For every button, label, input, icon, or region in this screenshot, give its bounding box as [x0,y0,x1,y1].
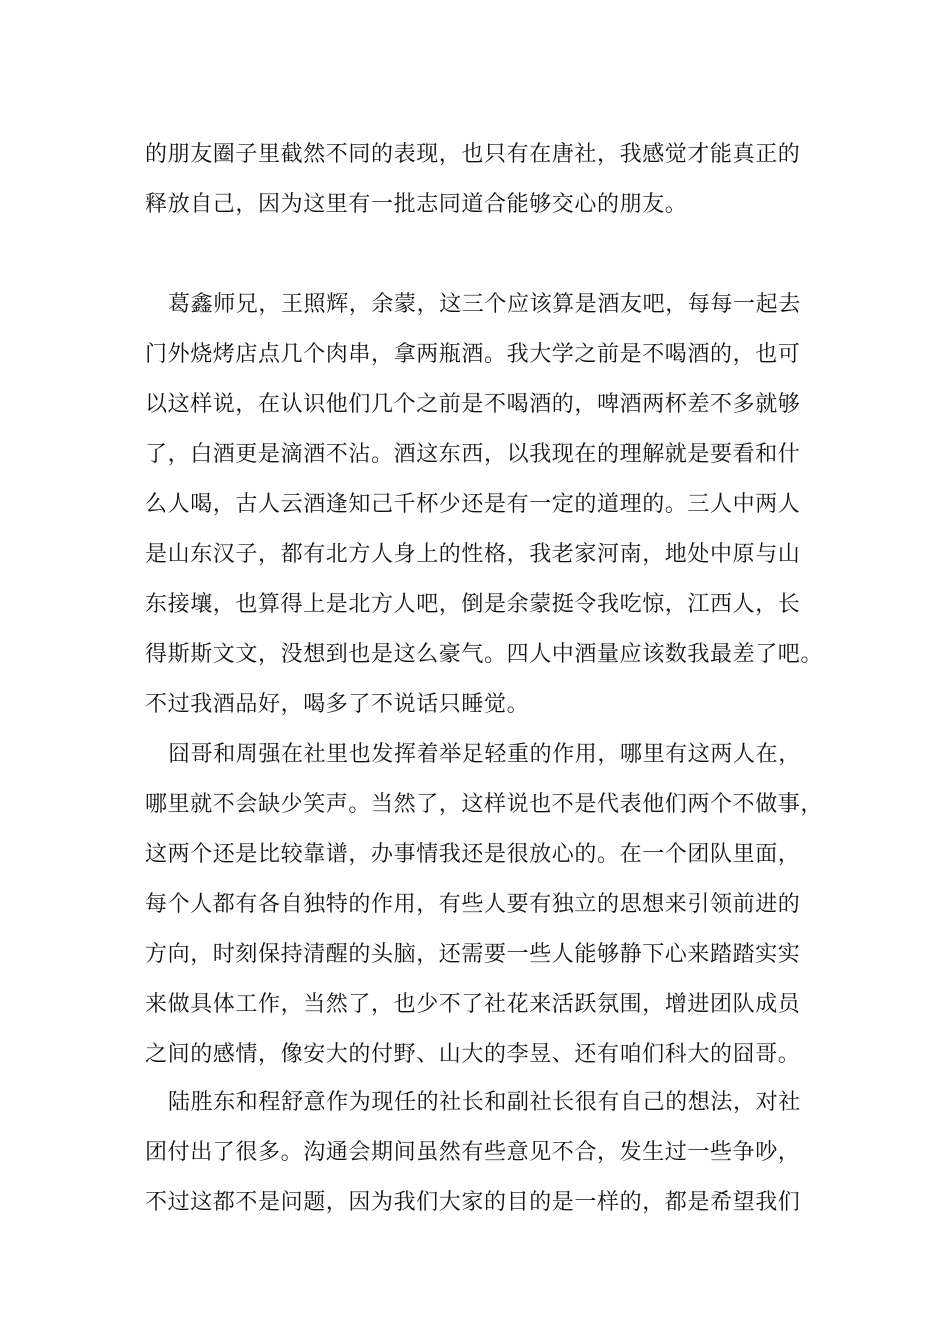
text-line: 每个人都有各自独特的作用，有些人要有独立的思想来引领前进的 [145,892,801,917]
text-line: 哪里就不会缺少笑声。当然了，这样说也不是代表他们两个不做事， [145,792,824,817]
text-line: 了，白酒更是滴酒不沾。酒这东西，以我现在的理解就是要看和什 [145,442,801,467]
text-line: 团付出了很多。沟通会期间虽然有些意见不合，发生过一些争吵， [145,1140,801,1165]
text-line: 之间的感情，像安大的付野、山大的李昱、还有咱们科大的囧哥。 [145,1042,801,1067]
text-line: 东接壤，也算得上是北方人吧，倒是余蒙挺令我吃惊，江西人，长 [145,592,801,617]
text-line: 释放自己，因为这里有一批志同道合能够交心的朋友。 [145,192,688,217]
text-line: 来做具体工作，当然了，也少不了社花来活跃氛围，增进团队成员 [145,992,801,1017]
text-line: 这两个还是比较靠谱，办事情我还是很放心的。在一个团队里面， [145,842,801,867]
text-line: 以这样说，在认识他们几个之前是不喝酒的，啤酒两杯差不多就够 [145,392,801,417]
text-line: 陆胜东和程舒意作为现任的社长和副社长很有自己的想法，对社 [168,1090,801,1115]
text-line: 得斯斯文文，没想到也是这么豪气。四人中酒量应该数我最差了吧。 [145,642,824,667]
text-line: 是山东汉子，都有北方人身上的性格，我老家河南，地处中原与山 [145,542,801,567]
text-line: 门外烧烤店点几个肉串，拿两瓶酒。我大学之前是不喝酒的，也可 [145,342,801,367]
text-line: 不过这都不是问题，因为我们大家的目的是一样的，都是希望我们 [145,1190,801,1215]
text-line: 囧哥和周强在社里也发挥着举足轻重的作用，哪里有这两人在， [168,742,801,767]
text-line: 么人喝，古人云酒逢知己千杯少还是有一定的道理的。三人中两人 [145,492,801,517]
text-line: 方向，时刻保持清醒的头脑，还需要一些人能够静下心来踏踏实实 [145,942,801,967]
text-line: 葛鑫师兄，王照辉，余蒙，这三个应该算是酒友吧，每每一起去 [168,292,801,317]
text-line: 不过我酒品好，喝多了不说话只睡觉。 [145,692,530,717]
text-line: 的朋友圈子里截然不同的表现，也只有在唐社，我感觉才能真正的 [145,142,801,167]
